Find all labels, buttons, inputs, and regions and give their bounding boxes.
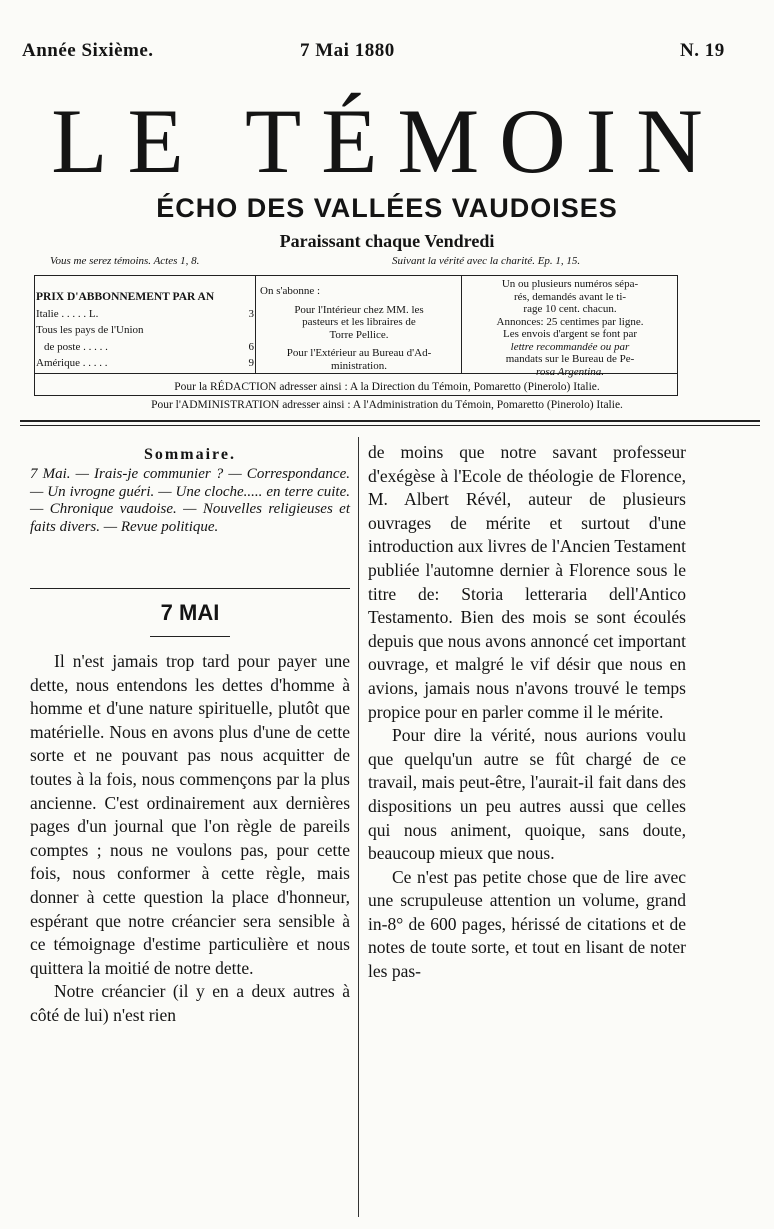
subscription-notes bbox=[466, 278, 674, 378]
price-value: 9 bbox=[248, 357, 254, 369]
price-label: Tous les pays de l'Union bbox=[36, 324, 144, 336]
issue-number: N. 19 bbox=[680, 40, 725, 61]
note-line: mandats sur le Bureau de Pe- bbox=[505, 353, 635, 365]
issue-date: 7 Mai 1880 bbox=[300, 40, 395, 61]
note-line: Les envois d'argent se font par bbox=[502, 328, 638, 340]
subscription-prices bbox=[36, 291, 254, 370]
article-right-column bbox=[368, 441, 686, 984]
motto-right: Suivant la vérité avec la charité. Ep. 1, 15. bbox=[392, 255, 581, 267]
box-right-rule bbox=[677, 275, 678, 395]
price-row bbox=[36, 324, 254, 337]
article-paragraph: Pour dire la vérité, nous aurions voulu que quelqu'un autre se fût chargé de ce travail, mais peut-être, l'aurait-il fait dans des dispositions un peu autres aussi que celles qui nous animent, quoique, sans doute, beaucoup mieux que nous. bbox=[368, 725, 686, 864]
price-label: de poste . . . . . bbox=[44, 340, 108, 353]
note-line: lettre recommandée ou par bbox=[510, 340, 630, 353]
price-row bbox=[36, 357, 254, 370]
note-line: Un ou plusieurs numéros sépa- bbox=[501, 278, 639, 290]
info-line: On s'abonne : bbox=[260, 285, 321, 297]
summary-text: 7 Mai. — Irais-je communier ? — Correspondance. — Un ivrogne guéri. — Une cloche..... en terre cuite. — Chronique vaudoise. — Nouvelles religieuses et faits divers. — Revue politique. bbox=[30, 466, 350, 535]
column-divider bbox=[358, 437, 359, 1217]
note-line: rage 10 cent. chacun. bbox=[523, 303, 617, 315]
header-bottom-rule bbox=[20, 420, 760, 422]
article-title: 7 MAI bbox=[160, 600, 220, 625]
header-bottom-rule-thin bbox=[20, 425, 760, 426]
article-paragraph: de moins que notre savant professeur d'exégèse à l'Ecole de théologie de Florence, M. Albert Révél, auteur de plusieurs ouvrages de mérite et surtout d'une introduction aux livres de l'Ancien Testament publiée l'automne dernier à Florence sous le titre de: Storia letteraria dell'Antico Testamento. Bien des mois se sont écoulés depuis que nous avons annoncé cet important ouvrage, et malgré le vif désir que nous en avions, jamais nous n'avons trouvé le temps propice pour en parler comme il le mérite. bbox=[368, 442, 686, 722]
note-line: Annonces: 25 centimes par ligne. bbox=[496, 315, 644, 328]
box-left-rule bbox=[34, 275, 35, 395]
article-paragraph: Ce n'est pas petite chose que de lire avec une scrupuleuse attention un volume, grand in-8° de 600 pages, hérissé de citations et de notes de toute sorte, et tout en lisant de noter les pas- bbox=[368, 866, 686, 982]
title-rule bbox=[150, 636, 230, 637]
motto-left: Vous me serez témoins. Actes 1, 8. bbox=[50, 255, 200, 267]
price-label: Italie . . . . . L. bbox=[36, 307, 99, 320]
price-row bbox=[36, 341, 254, 354]
publication-frequency: Paraissant chaque Vendredi bbox=[279, 231, 495, 251]
info-line: Pour l'Intérieur chez MM. les bbox=[294, 303, 424, 316]
info-line: Torre Pellice. bbox=[329, 328, 389, 341]
masthead-title: LE TÉMOIN bbox=[51, 90, 723, 192]
price-row bbox=[36, 308, 254, 321]
address-redaction: Pour la RÉDACTION adresser ainsi : A la Direction du Témoin, Pomaretto (Pinerolo) Italie. bbox=[174, 381, 600, 393]
note-line: rosa Argentina. bbox=[535, 365, 605, 378]
summary-title: Sommaire. bbox=[144, 446, 236, 463]
address-administration: Pour l'ADMINISTRATION adresser ainsi : A l'Administration du Témoin, Pomaretto (Pinerolo) Italie. bbox=[151, 399, 623, 411]
price-value: 6 bbox=[248, 340, 254, 353]
box-bottom-rule bbox=[34, 395, 678, 396]
info-line: Pour l'Extérieur au Bureau d'Ad- bbox=[286, 347, 432, 359]
price-label: Amérique . . . . . bbox=[36, 357, 108, 369]
article-paragraph: Il n'est jamais trop tard pour payer une dette, nous entendons les dettes d'homme à homme et d'une nature spirituelle, plutôt que matérielle. Nous en avons plus d'une de cette sorte et ne pouvant pas nous acquitter de toutes à la fois, nous commençons par la plus ancienne. C'est ordinairement aux dernières pages d'un journal que l'on règle de pareils comptes ; nous ne voulons pas, pour cette fois, nous conformer à cette règle, mais donner à cette question la place d'honneur, espérant que notre créancier sera sensible à ce témoignage d'estime particulière et nous quittera la moitié de notre dette. bbox=[30, 651, 350, 978]
info-line: ministration. bbox=[331, 359, 387, 372]
article-paragraph: Notre créancier (il y en a deux autres à côté de lui) n'est rien bbox=[30, 981, 350, 1025]
box-divider-1 bbox=[255, 275, 256, 373]
subscription-title: PRIX D'ABBONNEMENT PAR AN bbox=[36, 291, 215, 303]
summary-rule bbox=[30, 588, 350, 589]
box-top-rule bbox=[34, 275, 678, 276]
box-divider-2 bbox=[461, 275, 462, 373]
price-value: 3 bbox=[248, 307, 254, 320]
year-label: Année Sixième. bbox=[22, 40, 154, 61]
masthead-subtitle: ÉCHO DES VALLÉES VAUDOISES bbox=[156, 193, 618, 223]
info-line: pasteurs et les libraires de bbox=[302, 316, 416, 328]
subscription-info bbox=[260, 285, 458, 372]
article-left-column bbox=[30, 650, 350, 1028]
note-line: rés, demandés avant le ti- bbox=[513, 290, 627, 303]
